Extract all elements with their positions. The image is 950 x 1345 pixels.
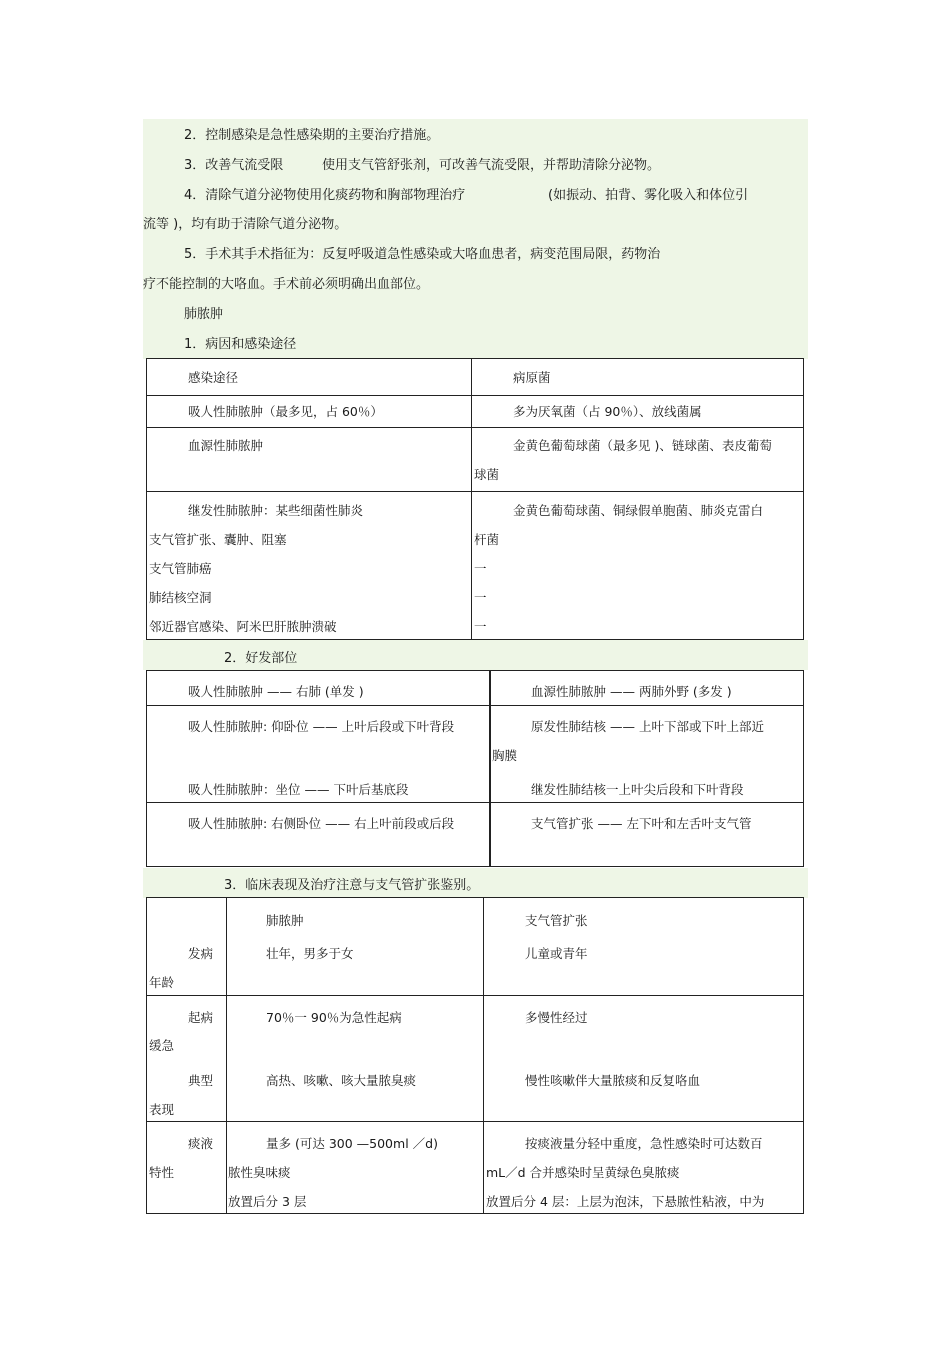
table1-cell: 支气管扩张、囊肿、阻塞 <box>149 532 287 547</box>
table1-col-divider <box>471 358 472 640</box>
table3-cell: mL／d 合并感染时呈黄绿色臭脓痰 <box>486 1165 680 1180</box>
table3-header: 支气管扩张 <box>525 913 588 928</box>
table1-cell: 多为厌氧菌（占 90％）、放线菌属 <box>513 404 702 419</box>
para-5-line1: 5．手术其手术指征为：反复呼吸道急性感染或大咯血患者，病变范围局限，药物治 <box>184 247 661 262</box>
table2-cell: 继发性肺结核一上叶尖后段和下叶背段 <box>531 782 744 797</box>
table1-cell: 杆菌 <box>474 532 500 547</box>
section-3-title: 3．临床表现及治疗注意与支气管扩张鉴别。 <box>224 878 480 893</box>
table3-col-divider <box>483 897 484 1214</box>
table2-cell: 吸人性肺脓肿 —— 右肺 (单发 ) <box>188 684 364 699</box>
para-3-title: 3．改善气流受限 <box>184 158 284 173</box>
table1-header-pathogen: 病原菌 <box>513 370 551 385</box>
table2-cell: 吸人性肺脓肿：坐位 —— 下叶后基底段 <box>188 782 409 797</box>
table3-row-label: 发病 <box>188 946 214 961</box>
table3-cell: 慢性咳嗽伴大量脓痰和反复咯血 <box>525 1073 701 1088</box>
table3-cell: 多慢性经过 <box>525 1010 588 1025</box>
table3-row-label: 典型 <box>188 1073 214 1088</box>
para-4-paren: (如振动、拍背、雾化吸入和体位引 <box>548 188 749 203</box>
para-4-line1: 4．清除气道分泌物使用化痰药物和胸部物理治疗 <box>184 188 466 203</box>
table3-row-label: 痰液 <box>188 1136 214 1151</box>
table3-cell: 脓性臭味痰 <box>228 1165 291 1180</box>
table3-cell: 高热、咳嗽、咳大量脓臭痰 <box>266 1073 417 1088</box>
table3-row-divider <box>146 995 804 996</box>
table2-cell: 吸人性肺脓肿: 仰卧位 —— 上叶后段或下叶背段 <box>188 719 455 734</box>
table1-row-divider <box>146 427 804 428</box>
table1-header-route: 感染途径 <box>188 370 239 385</box>
section-2-title: 2．好发部位 <box>224 651 298 666</box>
table3-row-label: 年龄 <box>149 975 175 990</box>
table1-row-divider <box>146 491 804 492</box>
table1-cell: 一 <box>474 619 487 634</box>
table3-row-label: 表现 <box>149 1102 175 1117</box>
table3-cell: 按痰液量分轻中重度，急性感染时可达数百 <box>525 1136 763 1151</box>
highlight-intro <box>143 119 808 359</box>
section-heading: 肺脓肿 <box>184 307 224 322</box>
table2-col-divider <box>489 670 491 867</box>
table1-cell: 支气管肺癌 <box>149 561 212 576</box>
table1-cell: 一 <box>474 561 487 576</box>
table3-cell: 放置后分 4 层：上层为泡沫，下悬脓性粘液，中为 <box>486 1194 765 1209</box>
table3-row-label: 特性 <box>149 1165 175 1180</box>
table3-col-divider <box>226 897 227 1214</box>
table3-cell: 70％一 90％为急性起病 <box>266 1010 402 1025</box>
table1-cell: 邻近器官感染、阿米巴肝脓肿溃破 <box>149 619 337 634</box>
table1-cell: 血源性肺脓肿 <box>188 438 264 453</box>
table3-cell: 放置后分 3 层 <box>228 1194 307 1209</box>
table1-row-divider <box>146 395 804 396</box>
table3-cell: 壮年，男多于女 <box>266 946 354 961</box>
table2-cell: 胸膜 <box>492 748 518 763</box>
section-1-title: 1．病因和感染途径 <box>184 337 297 352</box>
table3-cell: 量多 (可达 300 —500ml ／d) <box>266 1136 438 1151</box>
table3-header: 肺脓肿 <box>266 913 304 928</box>
table1-cell: 一 <box>474 590 487 605</box>
table1-cell: 肺结核空洞 <box>149 590 212 605</box>
table1-cell: 继发性肺脓肿：某些细菌性肺炎 <box>188 503 364 518</box>
table2-row-divider <box>146 802 804 803</box>
para-5-line2: 疗不能控制的大咯血。手术前必须明确出血部位。 <box>143 277 430 292</box>
table3-cell: 儿童或青年 <box>525 946 588 961</box>
table2-cell: 原发性肺结核 —— 上叶下部或下叶上部近 <box>531 719 764 734</box>
table1-cell: 金黄色葡萄球菌（最多见 )、链球菌、表皮葡萄 <box>513 438 772 453</box>
table2-row-divider <box>146 705 804 706</box>
table1-cell: 金黄色葡萄球菌、铜绿假单胞菌、肺炎克雷白 <box>513 503 764 518</box>
table2-cell: 吸人性肺脓肿: 右侧卧位 —— 右上叶前段或后段 <box>188 816 455 831</box>
table3-row-divider <box>146 1121 804 1122</box>
para-2: 2．控制感染是急性感染期的主要治疗措施。 <box>184 128 440 143</box>
table3-row-label: 缓急 <box>149 1038 175 1053</box>
para-3-body: 使用支气管舒张剂，可改善气流受限，并帮助清除分泌物。 <box>322 158 661 173</box>
table2-cell: 血源性肺脓肿 —— 两肺外野 (多发 ) <box>531 684 732 699</box>
table2-cell: 支气管扩张 —— 左下叶和左舌叶支气管 <box>531 816 752 831</box>
table1-cell: 球菌 <box>474 467 500 482</box>
table1-cell: 吸人性肺脓肿（最多见，占 60％） <box>188 404 383 419</box>
table3-row-label: 起病 <box>188 1010 214 1025</box>
para-4-line2: 流等 )，均有助于清除气道分泌物。 <box>143 217 348 232</box>
